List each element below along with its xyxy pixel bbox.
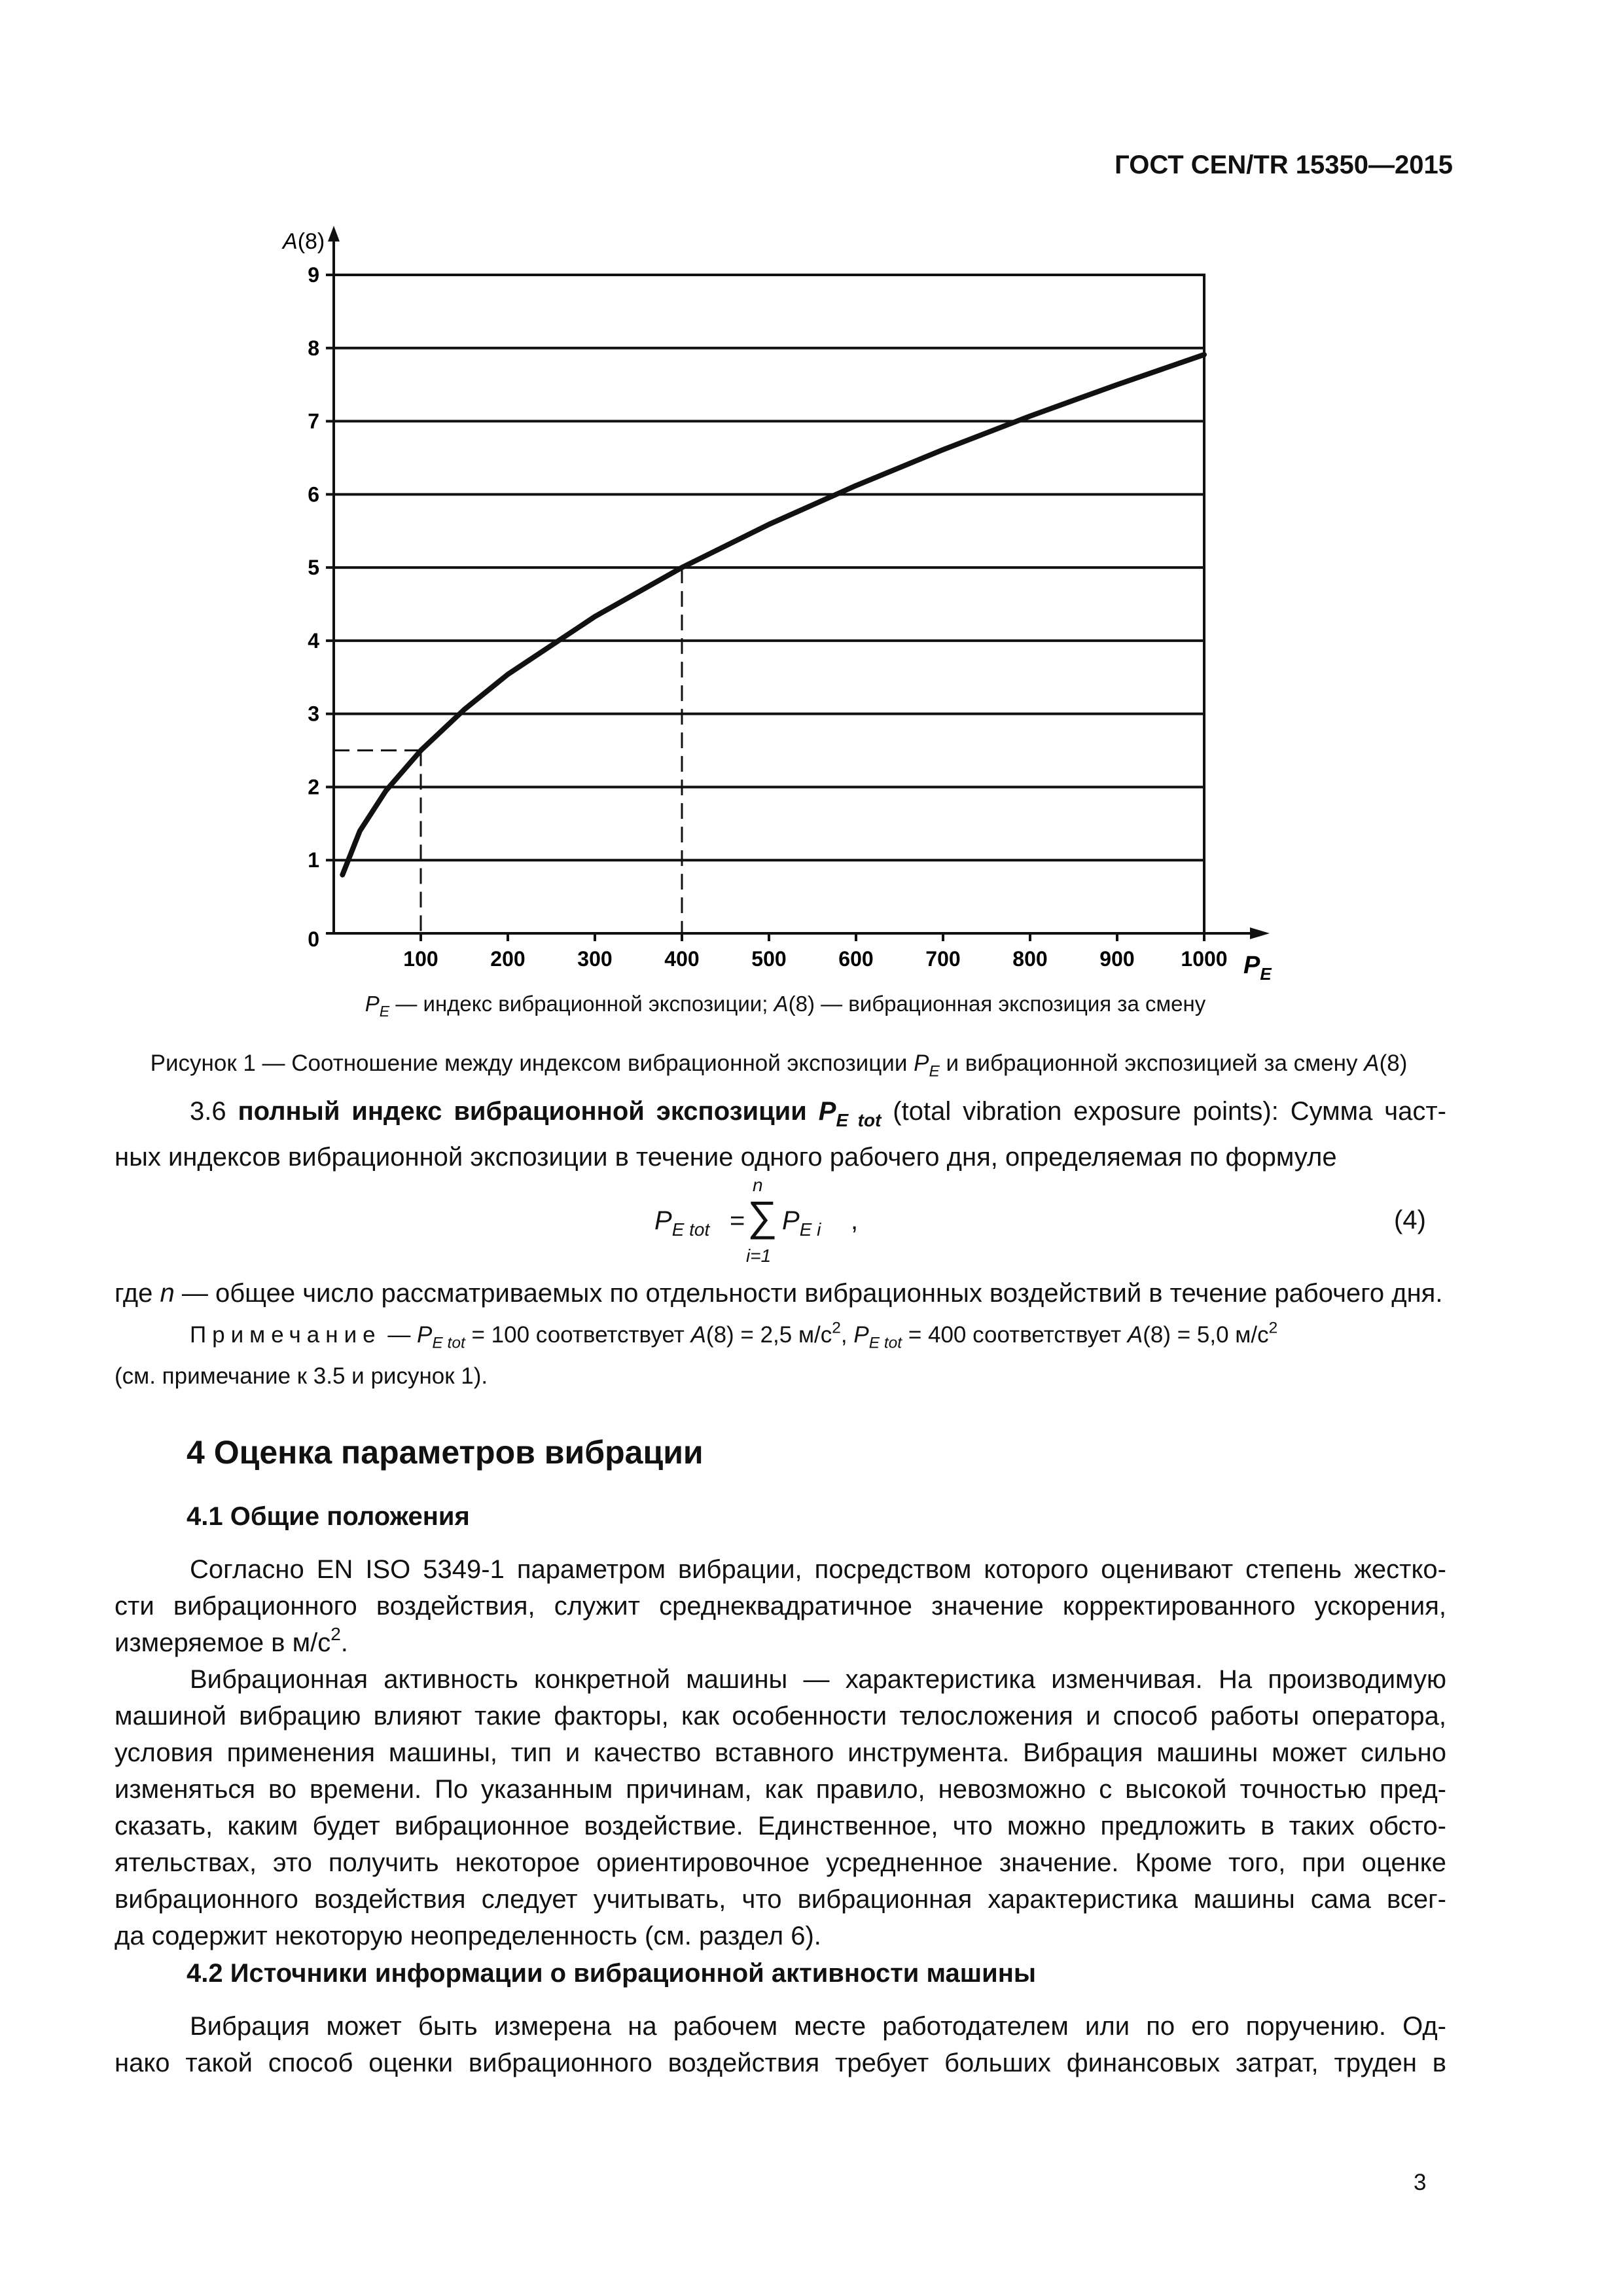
y-tick-labels <box>308 263 319 951</box>
section-3-6-line2: ных индексов вибрационной экспозиции в течение одного рабочего дня, определяемая по формуле <box>115 1142 1337 1172</box>
formula-4 <box>654 1175 890 1273</box>
note-p1: P <box>417 1322 433 1348</box>
page-number: 3 <box>1414 2170 1427 2195</box>
caption-a: A <box>1364 1050 1380 1076</box>
figure-caption <box>92 1050 1466 1081</box>
note-t6: (8) = 5,0 м/с <box>1143 1322 1269 1348</box>
x-axis-arrow <box>1250 927 1270 939</box>
note-t4: , <box>840 1322 854 1348</box>
formula-lhs-sub: E tot <box>671 1219 710 1240</box>
y-tick-label-7: 7 <box>308 409 319 433</box>
note-t2: = 100 соответствует <box>465 1322 691 1348</box>
chart-legend <box>275 992 1296 1020</box>
data-curve <box>342 355 1204 875</box>
note <box>115 1319 1446 1393</box>
s41-p1-line1: Согласно EN ISO 5349-1 параметром вибрации, посредством которого оценивают степень жестко- <box>190 1555 1446 1584</box>
legend-a8-symbol: A <box>774 992 789 1016</box>
note-p2-sub: E tot <box>868 1334 902 1352</box>
formula-rhs: P <box>782 1206 800 1235</box>
note-a2: A <box>1127 1322 1143 1348</box>
x-tick-label-1000: 1000 <box>1181 947 1228 971</box>
x-axis-title: $P_E$ <box>1243 952 1272 984</box>
note-line2: (см. примечание к 3.5 и рисунок 1). <box>115 1363 488 1389</box>
s41-p2-line4: изменяться во времени. По указанным причинам, как правило, невозможно с высокой точностью пред- <box>115 1775 1446 1804</box>
y-axis-arrow <box>328 226 340 242</box>
legend-pe-symbol: P <box>365 992 380 1016</box>
term-sub: E tot <box>836 1109 882 1130</box>
s42-p1-line1: Вибрация может быть измерена на рабочем месте работодателем или по его поручению. Од- <box>190 2012 1446 2041</box>
y-tick-label-2: 2 <box>308 775 319 799</box>
note-a1: A <box>690 1322 706 1348</box>
section-4-1-title: 4.1 Общие положения <box>187 1502 470 1531</box>
y-tick-label-3: 3 <box>308 702 319 726</box>
y-tick-label-8: 8 <box>308 336 319 360</box>
note-p1-sub: E tot <box>432 1334 465 1352</box>
section-3-6-line1-rest: (total vibration exposure points): Сумма част- <box>881 1097 1446 1126</box>
formula-sigma: ∑ <box>747 1193 777 1240</box>
x-tick-label-300: 300 <box>577 947 613 971</box>
x-tick-label-800: 800 <box>1012 947 1048 971</box>
x-tick-label-700: 700 <box>925 947 961 971</box>
section-3-6-number: 3.6 <box>190 1097 238 1126</box>
s41-p1-line3 <box>115 1624 1446 1661</box>
formula-number: (4) <box>1394 1206 1426 1234</box>
caption-part2: и вибрационной экспозицией за смену <box>939 1050 1364 1076</box>
formula-comma: , <box>851 1206 859 1235</box>
legend-pe-sub: E <box>379 1003 390 1020</box>
s41-p2-line8: да содержит некоторую неопределенность (см. раздел 6). <box>115 1922 821 1950</box>
y-axis-title: A(8) <box>283 229 325 254</box>
formula-lhs: P <box>654 1206 672 1235</box>
s42-p1-line2: нако такой способ оценки вибрационного воздействия требует больших финансовых затрат, труден в <box>115 2049 1446 2077</box>
figure-chart <box>249 219 1322 1005</box>
formula-lower: i=1 <box>746 1246 772 1266</box>
note-dash: — <box>381 1322 418 1348</box>
x-tick-labels <box>403 947 1227 971</box>
s41-p1-sup: 2 <box>330 1624 341 1645</box>
reference-lines <box>334 567 682 933</box>
s41-p1-end: . <box>340 1628 348 1657</box>
note-sup1: 2 <box>832 1319 841 1337</box>
note-t5: = 400 соответствует <box>902 1322 1128 1348</box>
y-tick-label-0: 0 <box>308 927 319 951</box>
axes <box>326 226 1270 941</box>
section-3-6 <box>115 1093 1446 1175</box>
section-3-6-term: полный индекс вибрационной экспозиции <box>238 1097 819 1126</box>
section-4-2-body <box>115 2008 1446 2081</box>
caption-sub: E <box>929 1062 940 1081</box>
section-4-1-body <box>115 1551 1446 1954</box>
document-header: ГОСТ CEN/TR 15350—2015 <box>1115 151 1453 179</box>
grid-lines <box>334 348 1204 860</box>
s41-p1-line3-text: измеряемое в м/с <box>115 1628 331 1657</box>
x-tick-label-100: 100 <box>403 947 438 971</box>
caption-symbol: P <box>914 1050 929 1076</box>
note-p2: P <box>853 1322 869 1348</box>
y-tick-label-5: 5 <box>308 556 319 580</box>
y-tick-label-1: 1 <box>308 848 319 872</box>
note-t3: (8) = 2,5 м/с <box>705 1322 832 1348</box>
section-4-2-title: 4.2 Источники информации о вибрационной активности машины <box>187 1959 1037 1988</box>
y-tick-label-9: 9 <box>308 263 319 287</box>
x-tick-label-500: 500 <box>751 947 787 971</box>
formula-rhs-sub: E i <box>799 1219 821 1240</box>
where-pre: где <box>115 1279 160 1308</box>
legend-pe-text: — индекс вибрационной экспозиции; <box>389 992 774 1016</box>
s41-p2-line3: условия применения машины, тип и качество вставного инструмента. Вибрация машины может сильно <box>115 1738 1446 1767</box>
s41-p2-line1: Вибрационная активность конкретной машины — характеристика изменчивая. На производимую <box>190 1665 1446 1694</box>
where-line <box>115 1275 1446 1312</box>
where-var: n <box>160 1279 175 1308</box>
x-tick-label-600: 600 <box>838 947 874 971</box>
caption-part1: Рисунок 1 — Соотношение между индексом вибрационной экспозиции <box>150 1050 914 1076</box>
formula-upper: n <box>753 1175 763 1195</box>
y-tick-label-6: 6 <box>308 482 319 507</box>
x-tick-label-900: 900 <box>1099 947 1135 971</box>
note-sup2: 2 <box>1268 1319 1278 1337</box>
note-line1 <box>115 1319 1446 1360</box>
x-tick-label-200: 200 <box>490 947 526 971</box>
formula-equals: = <box>730 1206 745 1235</box>
s41-p2-line7: вибрационного воздействия следует учитывать, что вибрационная характеристика машины сама всег- <box>115 1885 1446 1914</box>
x-tick-label-400: 400 <box>664 947 700 971</box>
y-tick-label-4: 4 <box>308 628 319 653</box>
s41-p2-line5: сказать, каким будет вибрационное воздействие. Единственное, что можно предложить в таких обсто- <box>115 1812 1446 1840</box>
where-rest: — общее число рассматриваемых по отдельности вибрационных воздействий в течение рабочего дня. <box>174 1279 1443 1308</box>
s41-p1-line2: сти вибрационного воздействия, служит среднеквадратичное значение корректированного ускорения, <box>115 1592 1446 1621</box>
section-4-title: 4 Оценка параметров вибрации <box>187 1434 704 1471</box>
term-symbol: P <box>818 1097 836 1126</box>
s41-p2-line2: машиной вибрацию влияют такие факторы, как особенности телосложения и способ работы оператора, <box>115 1702 1446 1731</box>
caption-part3: (8) <box>1379 1050 1408 1076</box>
legend-a8-text: (8) — вибрационная экспозиция за смену <box>788 992 1206 1016</box>
section-3-6-line1 <box>115 1093 1446 1139</box>
s41-p2-line6: ятельствах, это получить некоторое ориентировочное усредненное значение. Кроме того, при оценке <box>115 1848 1446 1877</box>
plot-frame <box>334 275 1204 933</box>
note-label: Примечание <box>190 1322 382 1348</box>
